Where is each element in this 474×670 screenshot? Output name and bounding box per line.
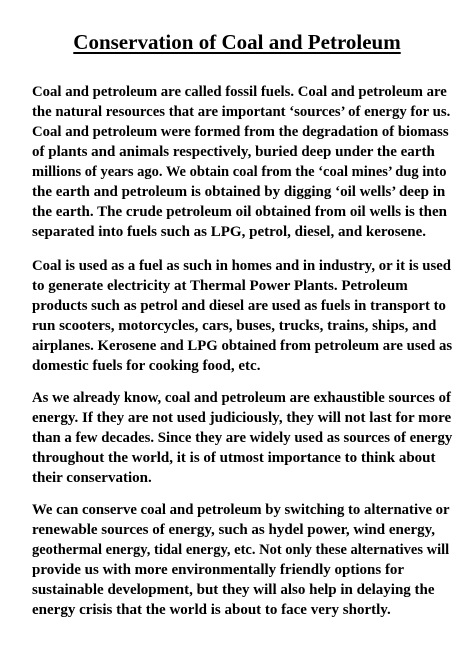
paragraph-line: of plants and animals respectively, buried deep under the earth	[32, 144, 435, 160]
paragraph-line: the natural resources that are important ‘sources’ of energy for us.	[32, 104, 451, 120]
paragraph-alternatives	[32, 500, 452, 620]
paragraph-line: Coal and petroleum are called fossil fuels. Coal and petroleum are	[32, 84, 447, 100]
paragraph-line: As we already know, coal and petroleum are exhaustible sources of	[32, 390, 451, 406]
paragraph-line: the earth and petroleum is obtained by digging ‘oil wells’ deep in	[32, 184, 446, 200]
paragraph-line: Coal and petroleum were formed from the degradation of biomass	[32, 124, 449, 140]
paragraph-line: throughout the world, it is of utmost importance to think about	[32, 450, 436, 466]
paragraph-fossil-fuels	[32, 82, 452, 242]
paragraph-line: sustainable development, but they will also help in delaying the	[32, 582, 435, 598]
paragraph-line: provide us with more environmentally friendly options for	[32, 562, 405, 578]
document-title: Conservation of Coal and Petroleum	[73, 30, 401, 54]
paragraph-line: than a few decades. Since they are widely used as sources of energy	[32, 430, 453, 446]
paragraph-line: millions of years ago. We obtain coal from the ‘coal mines’ dug into	[32, 164, 447, 180]
paragraph-line: We can conserve coal and petroleum by switching to alternative or	[32, 502, 450, 518]
paragraph-line: to generate electricity at Thermal Power Plants. Petroleum	[32, 278, 408, 294]
paragraph-line: renewable sources of energy, such as hydel power, wind energy,	[32, 522, 436, 538]
paragraph-line: energy. If they are not used judiciously, they will not last for more	[32, 410, 452, 426]
paragraph-line: airplanes. Kerosene and LPG obtained from petroleum are used as	[32, 338, 453, 354]
paragraph-line: separated into fuels such as LPG, petrol, diesel, and kerosene.	[32, 224, 427, 240]
paragraph-exhaustible	[32, 388, 452, 488]
paragraph-line: Coal is used as a fuel as such in homes and in industry, or it is used	[32, 258, 451, 274]
paragraph-line: domestic fuels for cooking food, etc.	[32, 358, 261, 374]
paragraph-line: their conservation.	[32, 470, 152, 486]
paragraph-line: the earth. The crude petroleum oil obtained from oil wells is then	[32, 204, 447, 220]
paragraph-uses	[32, 256, 452, 376]
paragraph-line: geothermal energy, tidal energy, etc. Not only these alternatives will	[32, 542, 450, 558]
paragraph-line: run scooters, motorcycles, cars, buses, trucks, trains, ships, and	[32, 318, 437, 334]
paragraph-line: energy crisis that the world is about to face very shortly.	[32, 602, 391, 618]
paragraph-line: products such as petrol and diesel are used as fuels in transport to	[32, 298, 446, 314]
